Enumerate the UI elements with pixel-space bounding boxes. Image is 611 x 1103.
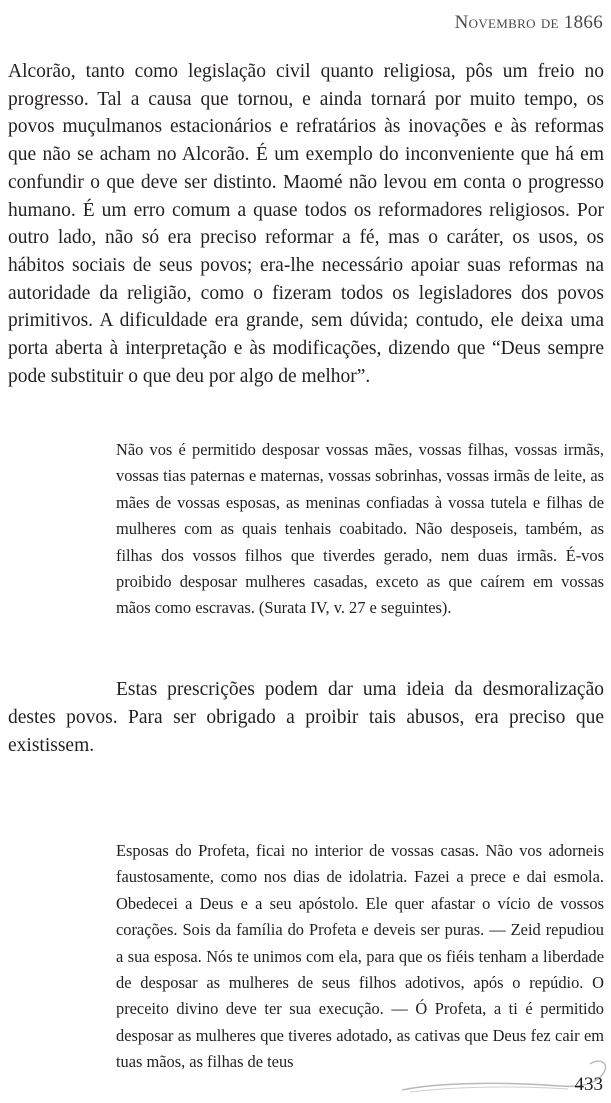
block-quote-1: Não vos é permitido desposar vossas mães, vossas filhas, vossas irmãs, vossas tias paternas e maternas, vossas sobrinhas, vossas irmãs de leite, as mães de vossas esposas, as meninas confiadas à vossa tutela e filhas de mulheres com as quais tenhais coabitado. Não desposeis, também, as filhas dos vossos filhos que tiverdes gerado, nem duas irmãs. É-vos proibido desposar mulheres casadas, exceto as que caírem em vossas mãos como escravas. (Surata IV, v. 27 e seguintes).	[116, 440, 604, 618]
block-quote-2: Esposas do Profeta, ficai no interior de vossas casas. Não vos adorneis faustosamente, como nos dias de idolatria. Fazei a prece e dai esmola. Obedecei a Deus e a seu apóstolo. Ele quer afastar o vício de vossos corações. Sois da família do Profeta e deveis ser puras. — Zeid repudiou a sua esposa. Nós te unimos com ela, para que os fiéis tenham a liberdade de desposar as mulheres de seus filhos adotivos, após o repúdio. O preceito divino deve ter sua execução. — Ó Profeta, a ti é permitido desposar as mulheres que tiveres adotado, as cativas que Deus fez cair em tuas mãos, as filhas de teus	[116, 841, 604, 1072]
page-number: 433	[574, 1074, 603, 1095]
body-paragraph-1: Alcorão, tanto como legislação civil quanto religiosa, pôs um freio no progresso. Tal a causa que tornou, e ainda tornará por muito tempo, os povos muçulmanos estacionários e refratários às inovações e às reformas que não se acham no Alcorão. É um exemplo do inconveniente que há em confundir o que deve ser distinto. Maomé não levou em conta o progresso humano. É um erro comum a quase todos os reformadores religiosos. Por outro lado, não só era preciso reformar a fé, mas o caráter, os usos, os hábitos sociais de seus povos; era-lhe necessário apoiar suas reformas na autoridade da religião, como o fizeram todos os legisladores dos povos primitivos. A dificuldade era grande, sem dúvida; contudo, ele deixa uma porta aberta à interpretação e às modificações, dizendo que “Deus sempre pode substituir o que deu por algo de melhor”.	[8, 61, 604, 387]
body-paragraph-2: Estas prescrições podem dar uma ideia da desmoralização destes povos. Para ser obrigado a proibir tais abusos, era preciso que existissem.	[8, 679, 604, 756]
running-header: Novembro de 1866	[454, 12, 603, 33]
